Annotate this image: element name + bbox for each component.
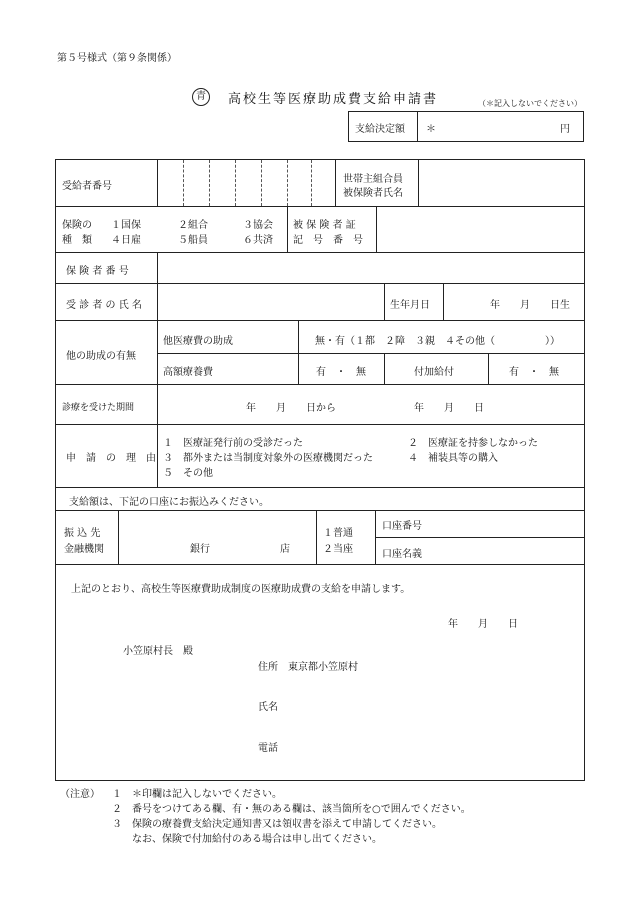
bank-suffix: 銀行 — [190, 544, 210, 555]
recipient-number-label: 受給者番号 — [62, 181, 112, 192]
note-item: ２ 番号をつけてある欄、有・無のある欄は、該当箇所を○で囲んでください。 — [112, 804, 471, 815]
period-label: 診療を受けた期間 — [62, 403, 135, 413]
declaration-text: 上記のとおり、高校生等医療費助成制度の医療助成費の支給を申請します。 — [71, 584, 411, 595]
page-title: 高校生等医療助成費支給申請書 — [228, 92, 439, 107]
insurer-number-label: 保 険 者 番 号 — [66, 266, 129, 277]
reason-option[interactable]: ２ 医療証を持参しなかった — [408, 438, 538, 449]
blue-circle-mark: 青 — [192, 88, 210, 106]
insurance-type-label-line1: 保険の — [62, 220, 92, 231]
other-aid-label: 他の助成の有無 — [66, 351, 136, 362]
additional-benefit-label: 付加給付 — [414, 367, 454, 378]
householder-label-line1: 世帯主組合員 — [343, 174, 403, 185]
patient-name-label: 受 診 者 の 氏 名 — [66, 300, 142, 311]
bank-label-line1: 振 込 先 — [64, 528, 101, 539]
note-item: １ ＊印欄は記入しないでください。 — [112, 789, 282, 800]
addressee: 小笠原村長 殿 — [123, 646, 193, 657]
insurance-type-option[interactable]: ４日雇 — [111, 235, 141, 246]
other-medical-options[interactable]: 無・有（１都 ２障 ３親 ４その他（ ）） — [315, 336, 560, 347]
insured-card-label-line2: 記 号 番 号 — [293, 235, 363, 246]
address-label: 住所 東京都小笠原村 — [258, 662, 358, 673]
bank-label-line2: 金融機関 — [64, 544, 104, 555]
name-label: 氏名 — [258, 702, 278, 713]
period-from: 年 月 日から — [246, 403, 336, 414]
note-item: なお、保険で付加給付のある場合は申し出てください。 — [112, 834, 382, 845]
account-number-label: 口座番号 — [382, 521, 422, 532]
reason-option[interactable]: ５ その他 — [163, 468, 213, 479]
note-do-not-fill: （＊記入しないでください） — [478, 99, 582, 108]
account-type-option[interactable]: １普通 — [323, 528, 353, 539]
account-name-label: 口座名義 — [382, 549, 422, 560]
decision-asterisk: ＊ — [426, 124, 436, 135]
insured-card-label-line1: 被 保 険 者 証 — [293, 220, 356, 231]
householder-label-line2: 被保険者氏名 — [343, 188, 403, 199]
birthdate-value: 年 月 日生 — [490, 300, 570, 311]
application-date: 年 月 日 — [448, 619, 518, 630]
insurance-type-option[interactable]: ３協会 — [243, 220, 273, 231]
high-cost-options[interactable]: 有 ・ 無 — [316, 367, 366, 378]
reason-label: 申 請 の 理 由 — [66, 453, 156, 464]
insurance-type-option[interactable]: ２組合 — [178, 220, 208, 231]
reason-option[interactable]: ３ 都外または当制度対象外の医療機関だった — [163, 453, 373, 464]
decision-amount-label: 支給決定額 — [355, 124, 405, 135]
insurance-type-option[interactable]: ６共済 — [243, 235, 273, 246]
additional-benefit-options[interactable]: 有 ・ 無 — [509, 367, 559, 378]
period-to: 年 月 日 — [414, 403, 484, 414]
insurance-type-option[interactable]: ５船員 — [178, 235, 208, 246]
notes-label: （注意） — [60, 789, 100, 800]
decision-unit: 円 — [560, 124, 570, 135]
transfer-notice: 支給額は、下記の口座にお振込みください。 — [69, 497, 269, 508]
insurance-type-option[interactable]: １国保 — [111, 220, 141, 231]
reason-option[interactable]: １ 医療証発行前の受診だった — [163, 438, 303, 449]
reason-option[interactable]: ４ 補装具等の購入 — [408, 453, 498, 464]
other-medical-label: 他医療費の助成 — [163, 336, 233, 347]
birthdate-label: 生年月日 — [390, 300, 430, 311]
high-cost-label: 高額療養費 — [163, 367, 213, 378]
insurance-type-label-line2: 種 類 — [62, 235, 92, 246]
branch-suffix: 店 — [280, 544, 290, 555]
note-item: ３ 保険の療養費支給決定通知書又は領収書を添えて申請してください。 — [112, 819, 442, 830]
account-type-option[interactable]: ２当座 — [323, 544, 353, 555]
phone-label: 電話 — [258, 743, 278, 754]
form-number: 第５号様式（第９条関係） — [57, 53, 177, 64]
